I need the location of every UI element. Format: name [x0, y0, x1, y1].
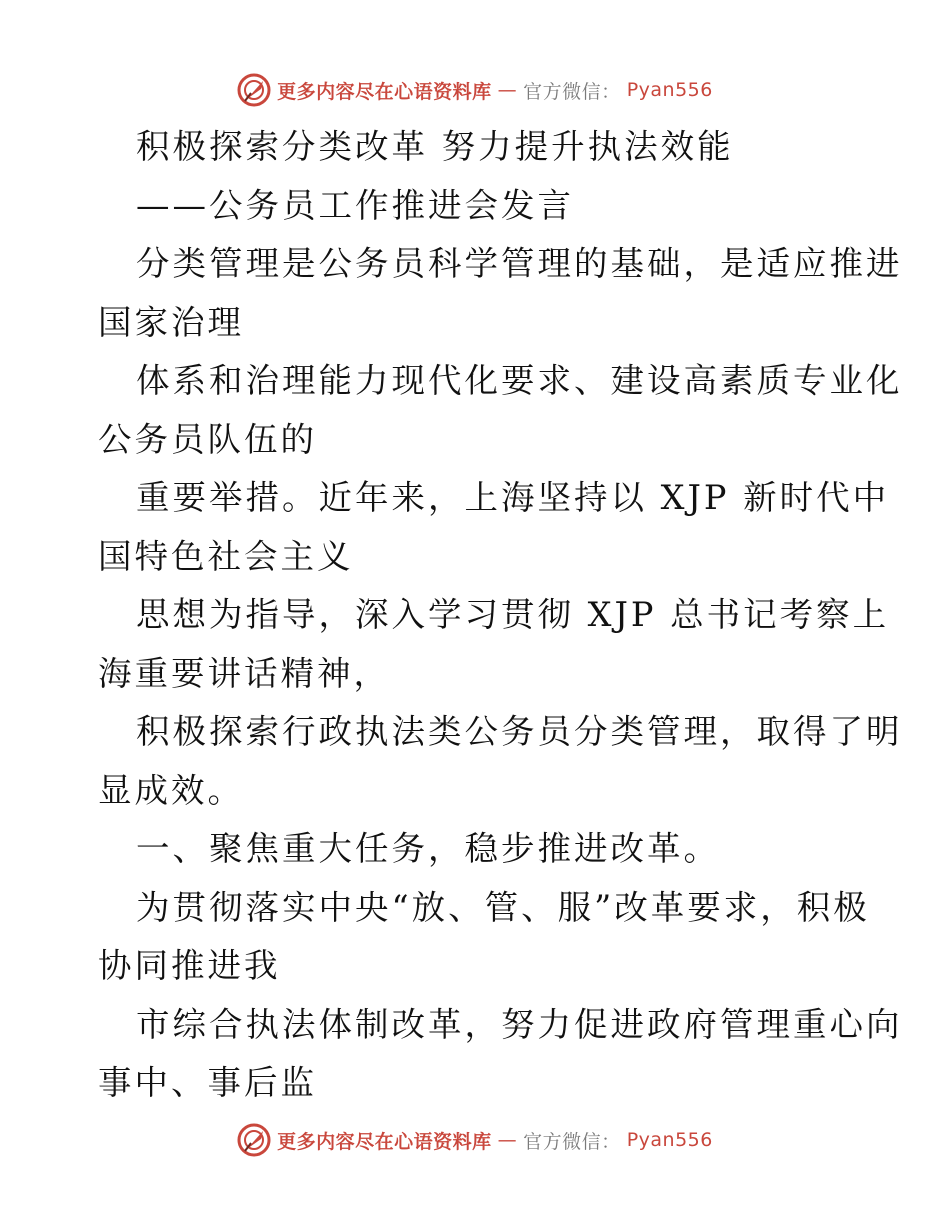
body-line: 协同推进我 [98, 946, 281, 985]
body-line: 分类管理是公务员科学管理的基础，是适应推进 [136, 244, 903, 283]
footer-watermark-banner [0, 1120, 950, 1160]
document-title: 积极探索分类改革 努力提升执法效能 [136, 127, 734, 166]
header-site-text: 更多内容尽在心语资料库 [277, 80, 492, 103]
body-line: 重要举措。近年来，上海坚持以 XJP 新时代中 [136, 478, 890, 517]
body-line: 海重要讲话精神， [98, 653, 390, 693]
header-wechat-id: Pyan556 [626, 79, 713, 101]
header-watermark-banner [0, 70, 950, 110]
document-body [98, 118, 903, 1113]
footer-site-text: 更多内容尽在心语资料库 [277, 1130, 492, 1153]
document-subtitle: ——公务员工作推进会发言 [136, 185, 574, 225]
body-line: 思想为指导，深入学习贯彻 XJP 总书记考察上 [136, 595, 890, 634]
footer-dash: — [497, 1129, 518, 1151]
body-line: 事中、事后监 [98, 1063, 317, 1102]
quill-logo-icon [237, 73, 271, 107]
quill-logo-icon [237, 1123, 271, 1157]
header-wechat-label: 官方微信： [523, 80, 621, 103]
body-line: 为贯彻落实中央“放、管、服”改革要求，积极 [136, 887, 870, 927]
header-dash: — [497, 79, 518, 101]
body-line: 显成效。 [98, 770, 244, 810]
body-line: 公务员队伍的 [98, 419, 317, 459]
body-line: 积极探索行政执法类公务员分类管理，取得了明 [136, 712, 903, 751]
footer-wechat-label: 官方微信： [523, 1130, 621, 1153]
section-heading: 一、聚焦重大任务，稳步推进改革。 [136, 829, 720, 868]
body-line: 国家治理 [98, 302, 244, 342]
body-line: 体系和治理能力现代化要求、建设高素质专业化 [136, 361, 903, 400]
footer-wechat-id: Pyan556 [626, 1129, 713, 1151]
body-line: 国特色社会主义 [98, 536, 354, 576]
body-line: 市综合执法体制改革，努力促进政府管理重心向 [136, 1004, 903, 1044]
